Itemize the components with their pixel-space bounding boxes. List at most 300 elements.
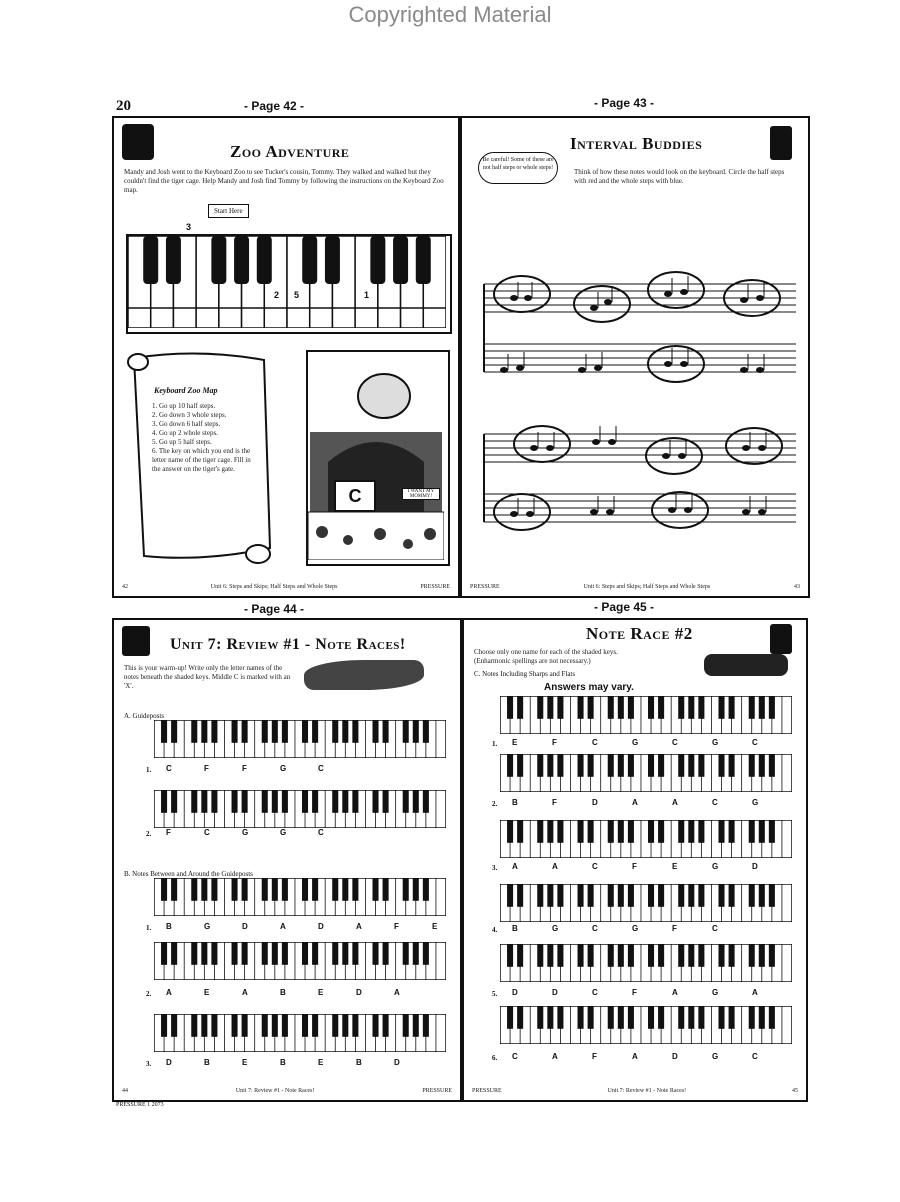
answer-letter: D xyxy=(552,988,558,997)
black-key xyxy=(537,754,543,777)
black-key xyxy=(648,1006,654,1029)
section-b-label: B. Notes Between and Around the Guideposts xyxy=(124,870,253,878)
black-key xyxy=(342,1014,348,1037)
answer-letter: E xyxy=(242,1058,248,1067)
answer-letter: B xyxy=(166,922,172,931)
answer-letter: C xyxy=(712,924,718,933)
answer-letter: D xyxy=(592,798,598,807)
black-key xyxy=(547,944,553,967)
black-key xyxy=(372,942,378,965)
black-key xyxy=(608,820,614,843)
black-key xyxy=(698,1006,704,1029)
answer-letter: A xyxy=(552,862,558,871)
black-key xyxy=(232,878,238,901)
black-key xyxy=(393,236,408,284)
black-key xyxy=(191,942,197,965)
black-key xyxy=(517,884,523,907)
answer-letter: F xyxy=(672,924,677,933)
black-key xyxy=(628,754,634,777)
black-key xyxy=(557,754,563,777)
black-key xyxy=(678,944,684,967)
black-key xyxy=(658,696,664,719)
black-key xyxy=(718,696,724,719)
black-key xyxy=(608,944,614,967)
black-key xyxy=(618,884,624,907)
black-key xyxy=(698,884,704,907)
keyboard-frame xyxy=(154,790,446,828)
answer-letter: G xyxy=(712,988,719,997)
black-key xyxy=(332,1014,338,1037)
black-key xyxy=(272,1014,278,1037)
black-key xyxy=(608,884,614,907)
keyboard-frame xyxy=(154,1014,446,1052)
black-key xyxy=(578,944,584,967)
black-key xyxy=(628,696,634,719)
tiger-cage-illustration xyxy=(306,350,450,566)
section-a-label: A. Guideposts xyxy=(124,712,165,720)
footer-left: 42 xyxy=(122,584,128,590)
keyboard-frame xyxy=(500,820,792,858)
page-label-45: - Page 45 - xyxy=(594,600,655,614)
bottom-note: PRESSURE 1 2073 xyxy=(116,1102,164,1108)
answer-letter: B xyxy=(512,798,518,807)
row-number: 1. xyxy=(146,924,152,932)
answer-letter: E xyxy=(318,1058,324,1067)
black-key xyxy=(759,944,765,967)
section-c-label: C. Notes Including Sharps and Flats xyxy=(474,670,576,678)
black-key xyxy=(312,720,318,743)
black-key xyxy=(557,944,563,967)
answer-letter: G xyxy=(242,828,249,837)
interval-circle xyxy=(494,494,550,530)
black-key xyxy=(749,754,755,777)
page-42-panel xyxy=(112,116,460,598)
footer-right: PRESSURE xyxy=(422,1088,452,1094)
black-key xyxy=(171,942,177,965)
black-key xyxy=(547,696,553,719)
answer-letter: C xyxy=(592,924,598,933)
black-key xyxy=(342,942,348,965)
black-key xyxy=(718,820,724,843)
answer-letter: G xyxy=(280,828,287,837)
black-key xyxy=(517,820,523,843)
black-key xyxy=(688,1006,694,1029)
black-key xyxy=(312,878,318,901)
black-key xyxy=(352,790,358,813)
black-key xyxy=(507,1006,513,1029)
interval-circle xyxy=(648,272,704,308)
black-key xyxy=(648,754,654,777)
footer-left: 44 xyxy=(122,1088,128,1094)
keyboard-frame xyxy=(500,884,792,922)
black-key xyxy=(698,696,704,719)
black-key xyxy=(232,1014,238,1037)
answer-letter: E xyxy=(318,988,324,997)
footer-left: PRESSURE xyxy=(472,1088,502,1094)
black-key xyxy=(201,790,207,813)
black-key xyxy=(729,696,735,719)
answer-letter: A xyxy=(394,988,400,997)
row-number: 4. xyxy=(492,926,498,934)
black-key xyxy=(232,790,238,813)
footer-mid: Unit 6: Steps and Skips; Half Steps and Whole Steps xyxy=(210,584,338,590)
answers-may-vary: Answers may vary. xyxy=(544,682,634,693)
black-key xyxy=(718,944,724,967)
mini-keyboard xyxy=(500,884,792,922)
black-key xyxy=(578,884,584,907)
black-key xyxy=(383,942,389,965)
black-key xyxy=(718,1006,724,1029)
black-key xyxy=(423,720,429,743)
black-key xyxy=(352,1014,358,1037)
answer-letter: C xyxy=(166,764,172,773)
black-key xyxy=(588,696,594,719)
black-key xyxy=(262,878,268,901)
black-key xyxy=(688,820,694,843)
answer-letter: C xyxy=(204,828,210,837)
note-head xyxy=(606,509,614,515)
black-key xyxy=(272,790,278,813)
black-key xyxy=(628,884,634,907)
note-head xyxy=(758,509,766,515)
black-key xyxy=(547,754,553,777)
answer-letter: D xyxy=(356,988,362,997)
mini-keyboard xyxy=(500,696,792,734)
note-head xyxy=(530,445,538,451)
black-key xyxy=(588,884,594,907)
black-key xyxy=(578,1006,584,1029)
answer-letter: A xyxy=(552,1052,558,1061)
black-key xyxy=(383,878,389,901)
note-head xyxy=(756,367,764,373)
black-key xyxy=(547,820,553,843)
black-key xyxy=(648,944,654,967)
race-car-illustration xyxy=(704,654,788,676)
answer-letter: G xyxy=(280,764,287,773)
black-key xyxy=(507,696,513,719)
black-key xyxy=(618,754,624,777)
black-key xyxy=(161,942,167,965)
black-key xyxy=(282,790,288,813)
black-key xyxy=(678,884,684,907)
black-key xyxy=(272,942,278,965)
answer-letter: F xyxy=(166,828,171,837)
black-key xyxy=(211,942,217,965)
answer-letter: F xyxy=(204,764,209,773)
black-key xyxy=(749,696,755,719)
answer-letter: C xyxy=(712,798,718,807)
black-key xyxy=(557,696,563,719)
key-number-2: 2 xyxy=(274,290,280,300)
black-key xyxy=(507,820,513,843)
black-key xyxy=(416,236,431,284)
black-key xyxy=(161,1014,167,1037)
row-number: 2. xyxy=(146,830,152,838)
black-key xyxy=(688,884,694,907)
interval-circle xyxy=(494,276,550,312)
black-key xyxy=(688,944,694,967)
black-key xyxy=(423,878,429,901)
black-key xyxy=(352,720,358,743)
black-key xyxy=(211,236,226,284)
answer-letter: D xyxy=(166,1058,172,1067)
row-number: 5. xyxy=(492,990,498,998)
page-label-44: - Page 44 - xyxy=(244,602,305,616)
black-key xyxy=(678,696,684,719)
answer-letter: E xyxy=(432,922,438,931)
map-step: 1. Go up 10 half steps. xyxy=(152,402,216,410)
map-steps xyxy=(152,402,256,474)
answer-letter: C xyxy=(752,738,758,747)
map-step: 4. Go up 2 whole steps. xyxy=(152,429,218,437)
row-number: 1. xyxy=(146,766,152,774)
black-key xyxy=(658,884,664,907)
mini-keyboard xyxy=(154,878,446,916)
answer-letter: C xyxy=(318,828,324,837)
black-key xyxy=(769,820,775,843)
black-key xyxy=(272,878,278,901)
black-key xyxy=(759,696,765,719)
page-45-title: Note Race #2 xyxy=(586,624,693,643)
keyboard-frame xyxy=(154,720,446,758)
row-number: 2. xyxy=(146,990,152,998)
keyboard-frame xyxy=(500,944,792,982)
black-key xyxy=(242,790,248,813)
black-key xyxy=(608,754,614,777)
page-43-title: Interval Buddies xyxy=(570,134,703,153)
tiger-cage-svg xyxy=(308,352,444,560)
answer-letter: E xyxy=(672,862,678,871)
note-head xyxy=(742,445,750,451)
black-key xyxy=(211,720,217,743)
black-key xyxy=(588,1006,594,1029)
black-key xyxy=(608,696,614,719)
footer-mid: Unit 7: Review #1 - Note Races! xyxy=(607,1088,687,1094)
answer-letter: A xyxy=(280,922,286,931)
black-key xyxy=(678,820,684,843)
map-step: 5. Go up 5 half steps. xyxy=(152,438,212,446)
black-key xyxy=(648,820,654,843)
tiger-gate-answer: C xyxy=(334,480,376,512)
black-key xyxy=(232,942,238,965)
black-key xyxy=(191,720,197,743)
black-key xyxy=(517,1006,523,1029)
page-45-intro: Choose only one name for each of the shaded keys. (Enharmonic spellings are not necessary.) xyxy=(474,648,618,665)
black-key xyxy=(325,236,340,284)
keyboard-frame xyxy=(154,942,446,980)
black-key xyxy=(578,820,584,843)
black-key xyxy=(191,790,197,813)
black-key xyxy=(211,790,217,813)
black-key xyxy=(211,1014,217,1037)
black-key xyxy=(769,1006,775,1029)
answer-letter: C xyxy=(592,988,598,997)
key-number-4: 1 xyxy=(364,290,370,300)
black-key xyxy=(688,696,694,719)
black-key xyxy=(302,236,317,284)
black-key xyxy=(342,878,348,901)
answer-letter: C xyxy=(592,862,598,871)
answer-letter: C xyxy=(752,1052,758,1061)
black-key xyxy=(537,820,543,843)
black-key xyxy=(171,878,177,901)
black-key xyxy=(658,944,664,967)
footer-right: 43 xyxy=(794,584,800,590)
note-head xyxy=(608,439,616,445)
black-key xyxy=(628,820,634,843)
interval-circle xyxy=(514,426,570,462)
black-key xyxy=(234,236,249,284)
mini-keyboard xyxy=(500,1006,792,1044)
black-key xyxy=(242,878,248,901)
black-key xyxy=(171,1014,177,1037)
black-key xyxy=(537,696,543,719)
black-key xyxy=(537,944,543,967)
black-key xyxy=(191,878,197,901)
note-head xyxy=(590,509,598,515)
map-step: 3. Go down 6 half steps. xyxy=(152,420,221,428)
black-key xyxy=(383,790,389,813)
map-step: 6. The key on which you end is the letter name of the tiger cage. Fill in the answer on the tiger's gate. xyxy=(152,447,251,473)
keyboard-frame xyxy=(500,754,792,792)
note-head xyxy=(756,295,764,301)
black-key xyxy=(403,720,409,743)
note-head xyxy=(526,511,534,517)
answer-letter: C xyxy=(318,764,324,773)
black-key xyxy=(403,1014,409,1037)
answer-letter: D xyxy=(512,988,518,997)
answer-letter: C xyxy=(592,738,598,747)
black-key xyxy=(312,942,318,965)
black-key xyxy=(262,720,268,743)
black-key xyxy=(608,1006,614,1029)
black-key xyxy=(698,754,704,777)
note-head xyxy=(590,305,598,311)
answer-letter: D xyxy=(242,922,248,931)
note-head xyxy=(510,295,518,301)
black-key xyxy=(517,944,523,967)
black-key xyxy=(232,720,238,743)
black-key xyxy=(257,236,272,284)
answer-letter: F xyxy=(552,738,557,747)
black-key xyxy=(648,884,654,907)
answer-letter: B xyxy=(204,1058,210,1067)
answer-letter: F xyxy=(632,988,637,997)
note-head xyxy=(592,439,600,445)
black-key xyxy=(312,790,318,813)
black-key xyxy=(658,820,664,843)
black-key xyxy=(372,1014,378,1037)
note-head xyxy=(678,453,686,459)
page-45-footer xyxy=(472,1088,798,1094)
black-key xyxy=(588,754,594,777)
black-key xyxy=(557,820,563,843)
black-key xyxy=(282,878,288,901)
black-key xyxy=(201,1014,207,1037)
page-label-43: - Page 43 - xyxy=(594,96,655,110)
black-key xyxy=(759,754,765,777)
black-key xyxy=(718,884,724,907)
black-key xyxy=(143,236,158,284)
answer-letter: A xyxy=(672,988,678,997)
black-key xyxy=(759,1006,765,1029)
black-key xyxy=(423,942,429,965)
page-43-footer xyxy=(470,584,800,590)
answer-letter: G xyxy=(712,1052,719,1061)
black-key xyxy=(628,1006,634,1029)
black-key xyxy=(282,1014,288,1037)
black-key xyxy=(413,878,419,901)
note-head xyxy=(740,367,748,373)
page-43-intro: Think of how these notes would look on the keyboard. Circle the half steps with red and the whole steps with blue. xyxy=(574,168,785,185)
page-44-intro: This is your warm-up! Write only the letter names of the notes beneath the shaded keys. Middle C is marked with an 'X'. xyxy=(124,664,291,690)
answer-letter: D xyxy=(394,1058,400,1067)
answer-letter: F xyxy=(552,798,557,807)
footer-right: 45 xyxy=(792,1088,798,1094)
mini-keyboard xyxy=(500,754,792,792)
black-key xyxy=(302,790,308,813)
answer-letter: F xyxy=(632,862,637,871)
black-key xyxy=(588,944,594,967)
interval-circle xyxy=(726,428,782,464)
note-head xyxy=(594,365,602,371)
black-key xyxy=(302,878,308,901)
black-key xyxy=(507,754,513,777)
black-key xyxy=(769,754,775,777)
black-key xyxy=(769,944,775,967)
answer-letter: D xyxy=(318,922,324,931)
black-key xyxy=(332,790,338,813)
answer-letter: A xyxy=(632,1052,638,1061)
page-number: 20 xyxy=(116,98,131,114)
mini-keyboard xyxy=(500,944,792,982)
black-key xyxy=(302,1014,308,1037)
answer-letter: A xyxy=(632,798,638,807)
note-head xyxy=(546,445,554,451)
answer-letter: G xyxy=(632,738,639,747)
black-key xyxy=(312,1014,318,1037)
black-key xyxy=(352,878,358,901)
black-key xyxy=(749,820,755,843)
black-key xyxy=(678,754,684,777)
black-key xyxy=(372,878,378,901)
page-42-title: Zoo Adventure xyxy=(230,142,350,161)
note-head xyxy=(664,361,672,367)
watermark: Copyrighted Material xyxy=(348,2,552,27)
black-key xyxy=(588,820,594,843)
note-head xyxy=(680,289,688,295)
black-key xyxy=(628,944,634,967)
zoo-keyboard xyxy=(126,234,452,334)
black-key xyxy=(547,1006,553,1029)
black-key xyxy=(372,790,378,813)
tucker-logo-icon xyxy=(770,126,792,160)
footer-right: PRESSURE xyxy=(420,584,450,590)
answer-letter: G xyxy=(712,738,719,747)
mini-keyboard xyxy=(154,790,446,828)
keyboard-frame xyxy=(154,878,446,916)
answer-letter: E xyxy=(204,988,210,997)
black-key xyxy=(262,790,268,813)
black-key xyxy=(262,1014,268,1037)
black-key xyxy=(678,1006,684,1029)
black-key xyxy=(718,754,724,777)
zoo-keyboard-svg xyxy=(128,236,446,328)
answer-letter: G xyxy=(204,922,211,931)
note-head xyxy=(516,365,524,371)
page-43-panel xyxy=(460,116,810,598)
black-key xyxy=(413,1014,419,1037)
